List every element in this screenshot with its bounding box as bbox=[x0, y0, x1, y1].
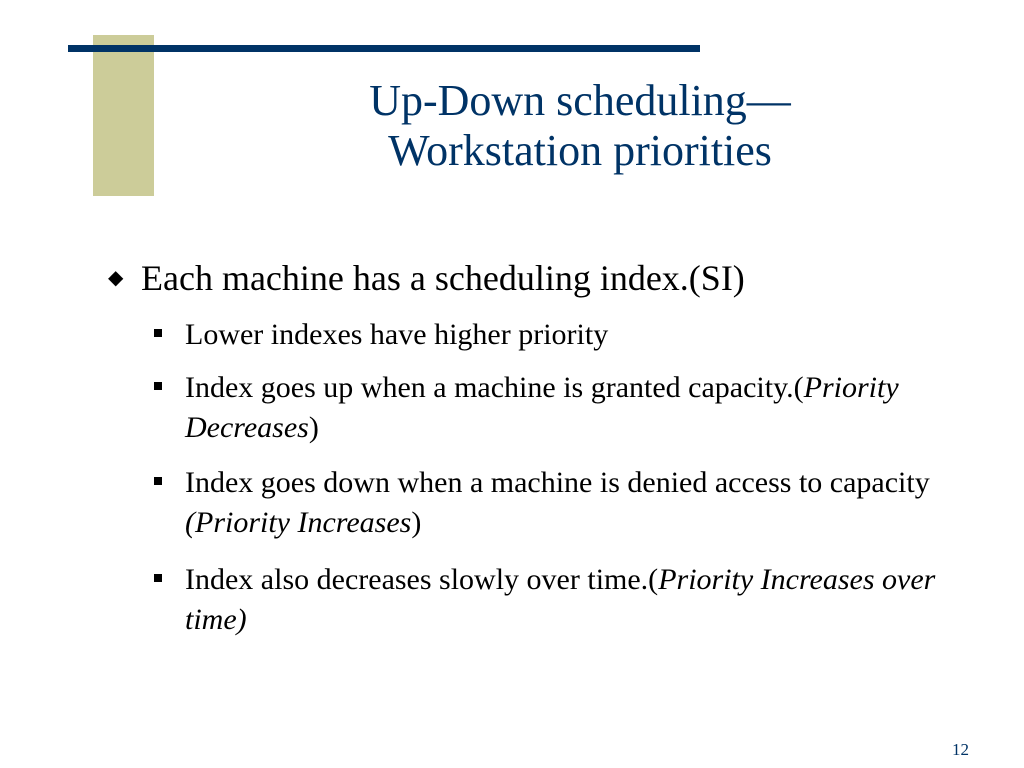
sub-bullet-text-plain: Index also decreases slowly over time.( bbox=[185, 563, 659, 596]
sub-bullet-text-italic: Priority Decreases bbox=[185, 371, 899, 444]
title-rule-line bbox=[68, 45, 700, 52]
bullet-text: Each machine has a scheduling index.(SI) bbox=[141, 258, 745, 298]
sub-bullet-text: Lower indexes have higher priority bbox=[185, 318, 609, 351]
slide-number: 12 bbox=[952, 740, 969, 759]
slide-title bbox=[160, 76, 1000, 176]
sub-bullet-text bbox=[185, 463, 965, 543]
diamond-bullet-icon: ◆ bbox=[108, 267, 124, 289]
sub-bullet-text-plain: Index goes up when a machine is granted capacity.( bbox=[185, 371, 804, 404]
square-bullet-icon bbox=[154, 574, 162, 582]
slide-title-line-2: Workstation priorities bbox=[388, 126, 772, 175]
sub-bullet-text-plain: Index goes down when a machine is denied access to capacity bbox=[185, 466, 930, 499]
sub-bullet-text-italic: Priority Increases over time) bbox=[185, 563, 936, 636]
sub-bullet-text-tail: ) bbox=[411, 506, 422, 539]
sub-bullet-text bbox=[185, 368, 965, 448]
sub-bullet-text bbox=[185, 560, 965, 640]
slide-title-line-1: Up-Down scheduling— bbox=[369, 76, 791, 125]
sub-bullet-text-italic: (Priority Increases bbox=[185, 506, 412, 539]
sub-bullet-text-tail: ) bbox=[308, 411, 319, 444]
square-bullet-icon bbox=[154, 477, 162, 485]
title-accent-bar bbox=[93, 35, 154, 196]
square-bullet-icon bbox=[154, 329, 162, 337]
square-bullet-icon bbox=[154, 382, 162, 390]
